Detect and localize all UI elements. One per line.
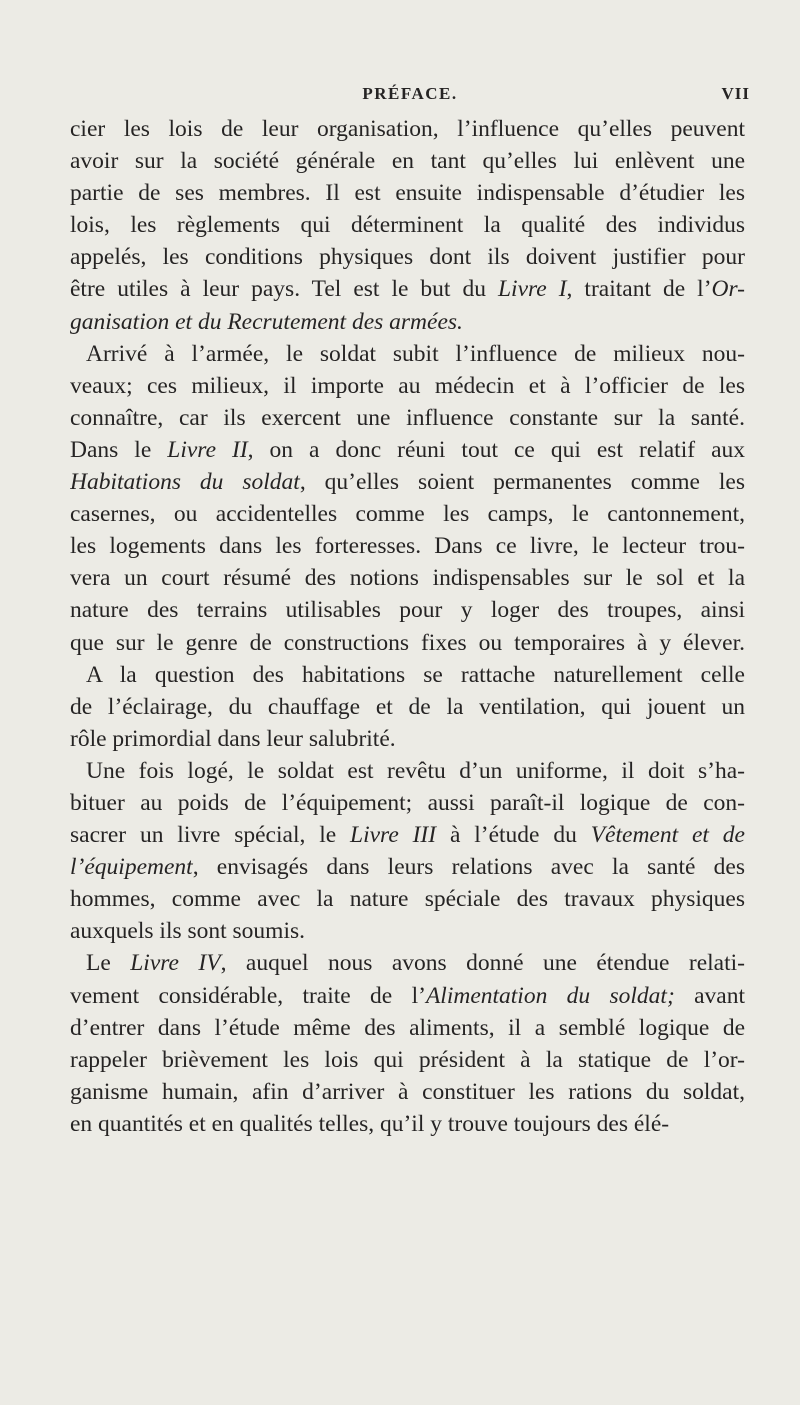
text-run: bituer au poids de l’équipement; aussi paraît-il logique de con- — [70, 789, 745, 816]
text-line — [70, 755, 745, 787]
text-line — [70, 1044, 745, 1076]
text-line — [70, 145, 745, 177]
text-run: , envisagés dans leurs relations avec la santé des — [192, 854, 745, 881]
text-line — [70, 947, 745, 979]
page-header — [70, 84, 750, 112]
text-line — [70, 402, 745, 434]
text-line — [70, 883, 745, 915]
text-run: de l’éclairage, du chauffage et de la ventilation, qui jouent un — [70, 693, 745, 720]
text-line — [70, 498, 745, 530]
text-line — [70, 691, 745, 723]
text-line — [70, 723, 745, 755]
text-line — [70, 466, 745, 498]
text-run: A la question des habitations se rattache naturellement celle — [86, 661, 745, 688]
italic-text: ganisation et du Recrutement des armées. — [70, 308, 463, 335]
text-run: ganisme humain, afin d’arriver à constituer les rations du soldat, — [70, 1078, 745, 1105]
text-line — [70, 787, 745, 819]
text-run: , on a donc réuni tout ce qui est relatif aux — [247, 436, 745, 463]
text-line — [70, 659, 745, 691]
text-run: vement considérable, traite de l’ — [70, 982, 426, 1009]
text-run: être utiles à leur pays. Tel est le but du — [70, 276, 498, 303]
text-run: à l’étude du — [436, 822, 591, 849]
text-line — [70, 594, 745, 626]
text-run: auxquels ils sont soumis. — [70, 918, 306, 945]
text-run: casernes, ou accidentelles comme les camps, le cantonnement, — [70, 501, 745, 528]
text-run: nature des terrains utilisables pour y loger des troupes, ainsi — [70, 597, 745, 624]
text-run: appelés, les conditions physiques dont ils doivent justifier pour — [70, 244, 745, 271]
text-run: , traitant de l’ — [566, 276, 712, 303]
text-line — [70, 370, 745, 402]
text-run: d’entrer dans l’étude même des aliments, il a semblé logique de — [70, 1014, 745, 1041]
italic-text: Alimentation du soldat; — [425, 982, 675, 1009]
text-line — [70, 819, 745, 851]
text-line — [70, 241, 745, 273]
text-run: sacrer un livre spécial, le — [70, 822, 351, 849]
text-run: Dans le — [70, 436, 168, 463]
text-run: que sur le genre de constructions fixes ou temporaires à y élever. — [70, 629, 745, 656]
text-line — [70, 1012, 745, 1044]
running-head: PRÉFACE. — [362, 84, 458, 103]
text-line — [70, 851, 745, 883]
text-run: en quantités et en qualités telles, qu’il y trouve toujours des élé- — [70, 1110, 670, 1137]
text-line — [70, 562, 745, 594]
text-run: vera un court résumé des notions indispensables sur le sol et la — [70, 565, 745, 592]
text-run: Une fois logé, le soldat est revêtu d’un uniforme, il doit s’ha- — [86, 757, 745, 784]
italic-text: Livre II — [167, 436, 248, 463]
preface-body-text — [70, 113, 745, 1140]
page-number: VII — [721, 84, 750, 103]
italic-text: Vêtement et de — [590, 822, 745, 849]
text-line — [70, 209, 745, 241]
italic-text: l’équipement — [70, 854, 193, 881]
text-line — [70, 306, 745, 338]
text-line — [70, 177, 745, 209]
italic-text: Livre III — [350, 822, 437, 849]
text-run: les logements dans les forteresses. Dans ce livre, le lecteur trou- — [70, 533, 745, 560]
text-run: avant — [674, 982, 745, 1009]
text-run: hommes, comme avec la nature spéciale des travaux physiques — [70, 886, 745, 913]
text-line — [70, 434, 745, 466]
text-run: rappeler brièvement les lois qui président à la statique de l’or- — [70, 1046, 745, 1073]
italic-text: Livre I — [497, 276, 567, 303]
text-line — [70, 113, 745, 145]
text-run: rôle primordial dans leur salubrité. — [70, 725, 396, 752]
text-run: connaître, car ils exercent une influence constante sur la santé. — [70, 404, 745, 431]
italic-text: Livre IV — [130, 950, 221, 977]
text-run: , auquel nous avons donné une étendue relati- — [220, 950, 745, 977]
text-run: veaux; ces milieux, il importe au médecin et à l’officier de les — [70, 372, 745, 399]
text-line — [70, 1108, 745, 1140]
text-line — [70, 530, 745, 562]
text-run: avoir sur la société générale en tant qu’elles lui enlèvent une — [70, 148, 745, 175]
italic-text: Or- — [711, 276, 745, 303]
italic-text: Habitations du soldat — [70, 469, 300, 496]
text-line — [70, 273, 745, 305]
text-run: , qu’elles soient permanentes comme les — [299, 469, 745, 496]
text-line — [70, 338, 745, 370]
text-line — [70, 980, 745, 1012]
text-run: Arrivé à l’armée, le soldat subit l’influence de milieux nou- — [86, 340, 745, 367]
text-run: partie de ses membres. Il est ensuite indispensable d’étudier les — [70, 180, 745, 207]
text-line — [70, 1076, 745, 1108]
text-run: cier les lois de leur organisation, l’influence qu’elles peuvent — [70, 116, 745, 142]
text-line — [70, 627, 745, 659]
text-run: Le — [86, 950, 131, 977]
text-line — [70, 915, 745, 947]
text-run: lois, les règlements qui déterminent la qualité des individus — [70, 212, 745, 239]
